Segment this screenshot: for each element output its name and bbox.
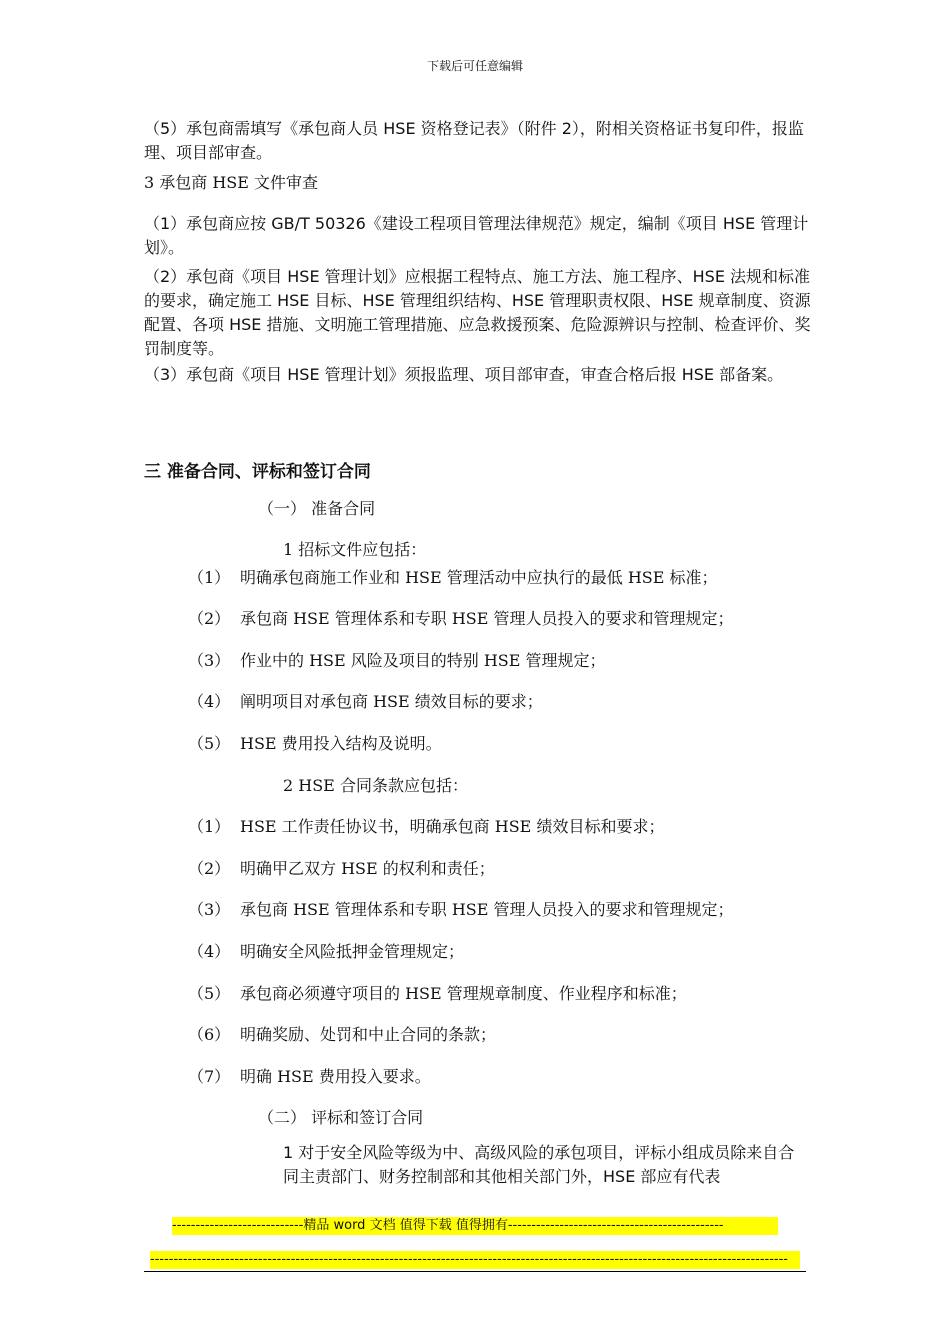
list-item-number: （2） [188, 609, 231, 628]
paragraph-bid-evaluation: 1 对于安全风险等级为中、高级风险的承包项目，评标小组成员除来自合同主责部门、财务控制部和其他相关部门外，HSE 部应有代表 [283, 1143, 795, 1186]
list-heading-contract-terms: 2 HSE 合同条款应包括： [283, 776, 468, 795]
list-item [188, 856, 495, 879]
paragraph-review-3: （3）承包商《项目 HSE 管理计划》须报监理、项目部审查，审查合格后报 HSE 部备案。 [144, 365, 784, 384]
list-heading-bidding-docs: 1 招标文件应包括： [283, 540, 427, 559]
list-item-text: 明确奖励、处罚和中止合同的条款； [240, 1025, 497, 1044]
list-item-number: （3） [188, 651, 231, 670]
list-item-text: 明确 HSE 费用投入要求。 [240, 1067, 431, 1086]
list-item-number: （2） [188, 859, 231, 878]
list-item [188, 648, 606, 671]
list-item-number: （5） [188, 734, 231, 753]
list-item-text: 明确甲乙双方 HSE 的权利和责任； [240, 859, 495, 878]
list-item [188, 565, 718, 588]
footer-promo-line: ----------------------------精品 word 文档 值得下载 值得拥有---------------------------------------------- [172, 1217, 778, 1235]
list-item [188, 981, 687, 1004]
list-item-number: （7） [188, 1067, 231, 1086]
list-item-number: （1） [188, 568, 231, 587]
list-item [188, 1064, 431, 1087]
subsection-title-bid-evaluation: （二） 评标和签订合同 [258, 1108, 424, 1127]
list-item-text: HSE 费用投入结构及说明。 [240, 734, 442, 753]
list-item-text: 阐明项目对承包商 HSE 绩效目标的要求； [240, 692, 543, 711]
list-item-text: 承包商 HSE 管理体系和专职 HSE 管理人员投入的要求和管理规定； [240, 900, 734, 919]
list-item-number: （4） [188, 692, 231, 711]
list-item [188, 689, 543, 712]
heading-document-review: 3 承包商 HSE 文件审查 [144, 173, 319, 192]
list-item-text: 明确承包商施工作业和 HSE 管理活动中应执行的最低 HSE 标准； [240, 568, 718, 587]
list-item [188, 731, 442, 754]
list-item-text: 作业中的 HSE 风险及项目的特别 HSE 管理规定； [240, 651, 606, 670]
paragraph-contractor-qualification: （5）承包商需填写《承包商人员 HSE 资格登记表》（附件 2），附相关资格证书复印件，报监理、项目部审查。 [144, 119, 804, 162]
list-item-text: 承包商 HSE 管理体系和专职 HSE 管理人员投入的要求和管理规定； [240, 609, 734, 628]
list-item-number: （5） [188, 984, 231, 1003]
footer-dash-line: ---------------------------------------------------------------------------------------------------------------------------------------- [150, 1251, 800, 1269]
list-item [188, 897, 734, 920]
list-item [188, 814, 664, 837]
paragraph-review-1: （1）承包商应按 GB/T 50326《建设工程项目管理法律规范》规定，编制《项目 HSE 管理计划》。 [144, 214, 809, 257]
list-item-text: 承包商必须遵守项目的 HSE 管理规章制度、作业程序和标准； [240, 984, 687, 1003]
list-item-text: 明确安全风险抵押金管理规定； [240, 942, 465, 961]
paragraph-review-2: （2）承包商《项目 HSE 管理计划》应根据工程特点、施工方法、施工程序、HSE 法规和标准的要求，确定施工 HSE 目标、HSE 管理组织结构、HSE 管理职责权限、HSE 规章制度、资源配置、各项 HSE 措施、文明施工管理措施、应急救援预案、危险源辨识与控制、检查评价、奖罚制度等。 [144, 267, 811, 358]
page-header: 下载后可任意编辑 [426, 59, 523, 73]
list-item [188, 939, 464, 962]
subsection-title-prepare-contract: （一） 准备合同 [258, 499, 376, 518]
list-item-text: HSE 工作责任协议书，明确承包商 HSE 绩效目标和要求； [240, 817, 665, 836]
footer-divider [144, 1271, 806, 1272]
list-item-number: （1） [188, 817, 231, 836]
section-title: 三 准备合同、评标和签订合同 [144, 462, 371, 482]
list-item [188, 606, 734, 629]
list-item-number: （4） [188, 942, 231, 961]
list-item [188, 1022, 496, 1045]
list-item-number: （3） [188, 900, 231, 919]
list-item-number: （6） [188, 1025, 231, 1044]
